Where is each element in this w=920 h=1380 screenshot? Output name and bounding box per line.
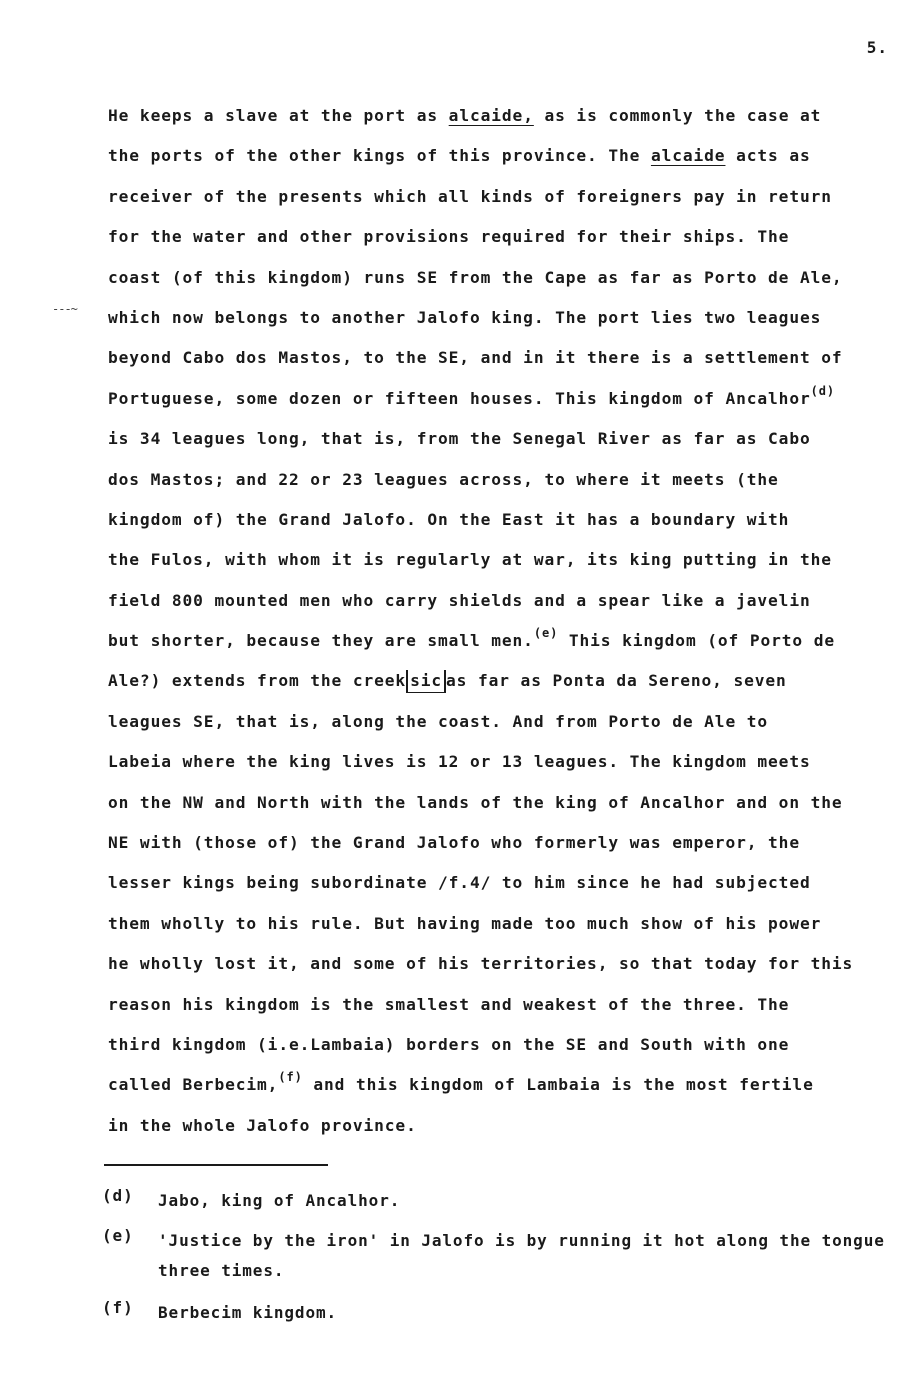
footnote-item	[102, 1186, 892, 1216]
text-line: Labeia where the king lives is 12 or 13 leagues. The kingdom meets	[108, 752, 811, 772]
text-line: in the whole Jalofo province.	[108, 1115, 417, 1135]
margin-mark: ---~	[52, 302, 77, 316]
footnotes	[102, 1186, 892, 1328]
text-line: leagues SE, that is, along the coast. And from Porto de Ale to	[108, 711, 769, 731]
text-line: for the water and other provisions required for their ships. The	[108, 227, 790, 247]
footnote-text: Jabo, king of Ancalhor.	[158, 1191, 401, 1210]
footnote-label: (d)	[102, 1186, 134, 1205]
text-line: NE with (those of) the Grand Jalofo who formerly was emperor, the	[108, 833, 800, 853]
body-text	[108, 96, 898, 1146]
text-line: them wholly to his rule. But having made too much show of his power	[108, 913, 822, 933]
footnote-item	[102, 1226, 892, 1286]
text-line: is 34 leagues long, that is, from the Senegal River as far as Cabo	[108, 429, 811, 449]
footnote-marker: (e)	[533, 626, 559, 641]
footnote-label: (f)	[102, 1298, 134, 1317]
footnote-marker: (d)	[810, 383, 835, 398]
underlined-term: alcaide	[650, 146, 726, 166]
text-line: the ports of the other kings of this province. The alcaide acts as	[108, 146, 811, 166]
text-line: kingdom of) the Grand Jalofo. On the East it has a boundary with	[108, 509, 790, 529]
text-line: called Berbecim,$^{(f)}$ and this kingdom of Lambaia is the most fertile	[108, 1070, 814, 1095]
text-line: dos Mastos; and 22 or 23 leagues across, to where it meets (the	[108, 469, 779, 489]
footnote-text: 'Justice by the iron' in Jalofo is by running it hot along the tongue three times.	[158, 1231, 885, 1280]
text-line: Portuguese, some dozen or fifteen houses. This kingdom of Ancalhor$^{(d)}$	[108, 383, 835, 408]
footnote-divider	[104, 1164, 328, 1166]
text-line: on the NW and North with the lands of the king of Ancalhor and on the	[108, 792, 843, 812]
text-line: he wholly lost it, and some of his territories, so that today for this	[108, 954, 854, 974]
text-line: receiver of the presents which all kinds of foreigners pay in return	[108, 186, 832, 206]
footnote-text: Berbecim kingdom.	[158, 1303, 338, 1322]
text-line: field 800 mounted men who carry shields and a spear like a javelin	[108, 590, 811, 610]
text-line: reason his kingdom is the smallest and weakest of the three. The	[108, 994, 790, 1014]
text-line: the Fulos, with whom it is regularly at war, its king putting in the	[108, 550, 832, 570]
text-line: He keeps a slave at the port as alcaide, as is commonly the case at	[108, 106, 822, 125]
footnote-marker: (f)	[278, 1070, 303, 1085]
underlined-term: alcaide,	[448, 106, 534, 125]
text-line: but shorter, because they are small men.$^{(e)}$ This kingdom (of Porto de	[108, 626, 835, 651]
text-line: which now belongs to another Jalofo king. The port lies two leagues	[108, 307, 822, 327]
text-line: third kingdom (i.e.Lambaia) borders on the SE and South with one	[108, 1034, 790, 1054]
footnote-item	[102, 1298, 892, 1328]
text-line: lesser kings being subordinate /f.4/ to him since he had subjected	[108, 873, 811, 893]
sic-bracket: sic	[406, 670, 446, 693]
text-line: coast (of this kingdom) runs SE from the Cape as far as Porto de Ale,	[108, 267, 843, 287]
text-line: beyond Cabo dos Mastos, to the SE, and in it there is a settlement of	[108, 348, 843, 368]
page-number: 5.	[866, 38, 888, 57]
footnote-label: (e)	[102, 1226, 134, 1245]
text-line: Ale?) extends from the creek sic as far as Ponta da Sereno, seven	[108, 661, 898, 701]
